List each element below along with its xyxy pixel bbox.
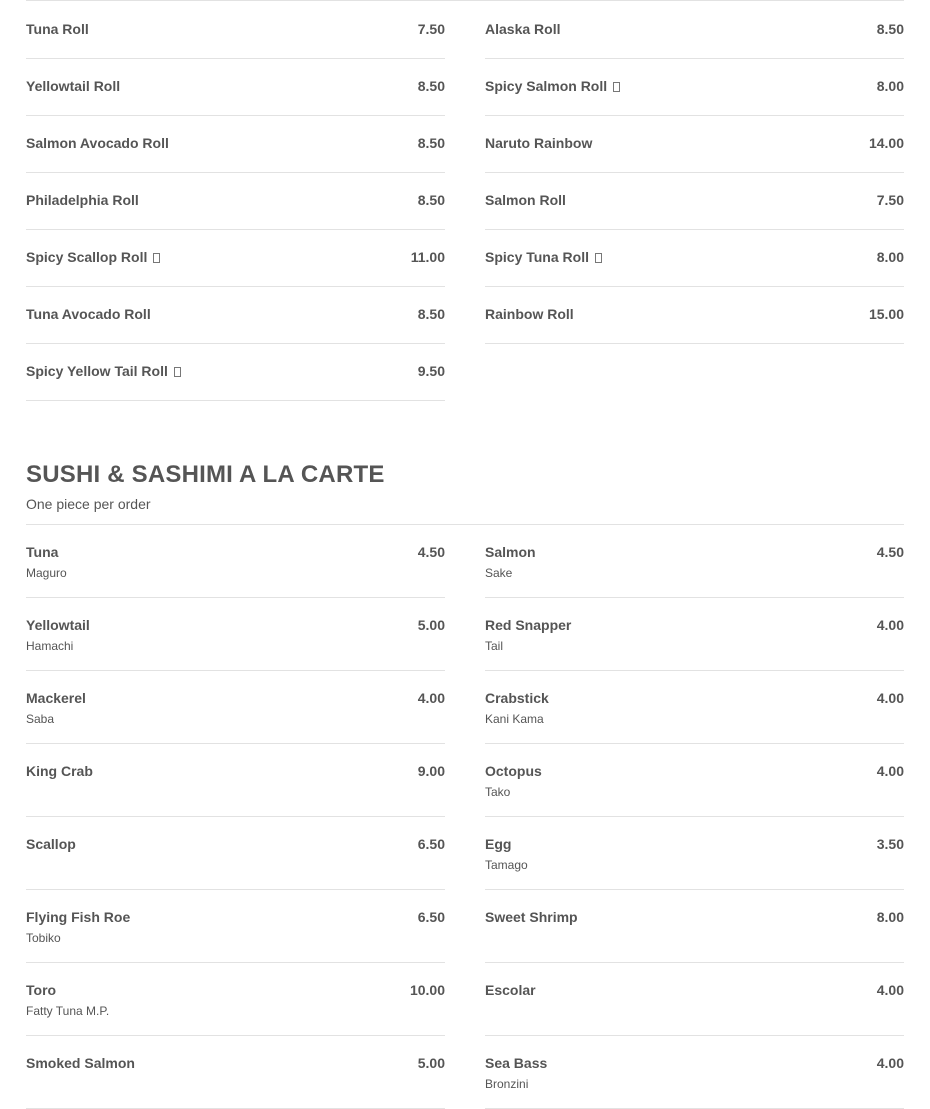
menu-item-name-text: Salmon Roll [485, 192, 566, 208]
menu-item-name-text: Escolar [485, 982, 536, 998]
menu-item [485, 116, 904, 173]
menu-item-name-text: Octopus [485, 763, 542, 779]
menu-item-name-text: Egg [485, 836, 512, 852]
menu-item-price: 4.00 [417, 690, 445, 706]
menu-item-name-text: King Crab [26, 763, 93, 779]
menu-item-japanese-name: Maguro [26, 566, 67, 580]
spicy-icon [174, 367, 181, 377]
menu-item-name-text: Salmon [485, 544, 536, 560]
menu-item-name [26, 836, 76, 852]
rolls-menu [26, 2, 904, 401]
menu-item-name-text: Yellowtail Roll [26, 78, 121, 94]
menu-item-japanese-name: Kani Kama [485, 712, 544, 726]
menu-item [485, 963, 904, 1036]
menu-item [485, 671, 904, 744]
menu-item-name-text: Alaska Roll [485, 21, 561, 37]
menu-item-name [26, 982, 56, 998]
menu-item-name-text: Tuna Avocado Roll [26, 306, 151, 322]
menu-item-japanese-name: Bronzini [485, 1077, 529, 1091]
menu-item-japanese-name: Tamago [485, 858, 528, 872]
menu-item-name [485, 249, 602, 265]
menu-item-name [26, 192, 139, 208]
menu-item-price: 7.50 [417, 21, 445, 37]
menu-item [485, 890, 904, 963]
spicy-icon [613, 82, 620, 92]
menu-item-japanese-name: Tako [485, 785, 511, 799]
menu-item [485, 2, 904, 59]
menu-item-name [26, 363, 181, 379]
menu-item [26, 59, 445, 116]
spicy-icon [153, 253, 160, 263]
menu-item-price: 5.00 [417, 1055, 445, 1071]
menu-item-price: 10.00 [409, 982, 445, 998]
menu-item-name [485, 78, 620, 94]
top-divider [26, 0, 904, 1]
menu-item [485, 287, 904, 344]
section-subtitle: One piece per order [26, 496, 151, 512]
menu-item-name-text: Scallop [26, 836, 76, 852]
menu-item-name-text: Rainbow Roll [485, 306, 574, 322]
menu-item [485, 744, 904, 817]
menu-item-price: 4.00 [876, 1055, 904, 1071]
menu-item [26, 1036, 445, 1109]
menu-item-name-text: Spicy Scallop Roll [26, 249, 148, 265]
menu-item [26, 173, 445, 230]
menu-item [485, 1036, 904, 1109]
menu-item [26, 598, 445, 671]
menu-item-name [485, 21, 560, 37]
menu-item-name-text: Mackerel [26, 690, 86, 706]
menu-item-name [485, 982, 536, 998]
menu-item-price: 8.00 [876, 249, 904, 265]
menu-item-name [485, 763, 542, 779]
menu-item-name [26, 690, 86, 706]
menu-item-name [485, 617, 571, 633]
menu-item-name-text: Crabstick [485, 690, 549, 706]
menu-item-name [26, 909, 130, 925]
menu-item [26, 525, 445, 598]
spicy-icon [595, 253, 602, 263]
menu-item-name-text: Sweet Shrimp [485, 909, 578, 925]
menu-item-price: 8.00 [876, 909, 904, 925]
menu-item-name [26, 306, 151, 322]
menu-item [26, 287, 445, 344]
menu-item-japanese-name: Sake [485, 566, 513, 580]
menu-item-price: 9.50 [417, 363, 445, 379]
menu-item-price: 4.00 [876, 690, 904, 706]
menu-item [26, 344, 445, 401]
menu-item [26, 2, 445, 59]
menu-item-price: 8.50 [417, 78, 445, 94]
menu-item [485, 173, 904, 230]
menu-item-name-text: Naruto Rainbow [485, 135, 593, 151]
rolls-right-column [485, 2, 904, 401]
menu-item-name-text: Yellowtail [26, 617, 90, 633]
menu-item-price: 14.00 [868, 135, 904, 151]
menu-item-japanese-name: Fatty Tuna M.P. [26, 1004, 110, 1018]
menu-item-name [485, 690, 549, 706]
menu-item-price: 8.50 [417, 135, 445, 151]
menu-item-name-text: Tuna Roll [26, 21, 89, 37]
menu-item-name-text: Toro [26, 982, 57, 998]
menu-item-price: 4.00 [876, 763, 904, 779]
menu-item-price: 3.50 [876, 836, 904, 852]
menu-item-name [26, 763, 93, 779]
menu-item-name-text: Tuna [26, 544, 59, 560]
menu-item [26, 116, 445, 173]
sushi-menu [26, 525, 904, 1109]
menu-item [485, 817, 904, 890]
menu-item-name [485, 135, 592, 151]
menu-item-name [485, 544, 536, 560]
menu-item-name [485, 192, 566, 208]
menu-item-price: 6.50 [417, 909, 445, 925]
menu-item-name-text: Spicy Yellow Tail Roll [26, 363, 168, 379]
menu-item [26, 744, 445, 817]
menu-item [26, 890, 445, 963]
menu-item-name-text: Spicy Tuna Roll [485, 249, 589, 265]
menu-item-name [485, 909, 578, 925]
sushi-left-column [26, 525, 445, 1109]
menu-item-name [485, 836, 511, 852]
menu-item-name-text: Philadelphia Roll [26, 192, 139, 208]
menu-item-price: 8.50 [417, 306, 445, 322]
menu-item-price: 8.50 [417, 192, 445, 208]
menu-item [26, 230, 445, 287]
menu-item-name-text: Salmon Avocado Roll [26, 135, 169, 151]
section-title: SUSHI & SASHIMI A LA CARTE [26, 461, 385, 488]
menu-item-name [26, 249, 160, 265]
menu-item-name-text: Flying Fish Roe [26, 909, 131, 925]
menu-item-name [26, 78, 120, 94]
menu-item-price: 11.00 [410, 249, 445, 265]
menu-item [26, 963, 445, 1036]
menu-item-price: 4.00 [876, 617, 904, 633]
menu-item-price: 9.00 [417, 763, 445, 779]
menu-item-name [26, 21, 89, 37]
menu-item-japanese-name: Tail [485, 639, 504, 653]
menu-item [485, 598, 904, 671]
menu-item-name [26, 544, 58, 560]
menu-item-price: 6.50 [417, 836, 445, 852]
menu-item-name [26, 135, 169, 151]
menu-item-price: 15.00 [868, 306, 904, 322]
menu-item [26, 671, 445, 744]
menu-item-japanese-name: Tobiko [26, 931, 61, 945]
menu-item [485, 230, 904, 287]
rolls-left-column [26, 2, 445, 401]
menu-item-japanese-name: Saba [26, 712, 55, 726]
menu-item-price: 8.50 [876, 21, 904, 37]
menu-item-name [485, 306, 574, 322]
menu-item-name-text: Smoked Salmon [26, 1055, 135, 1071]
sushi-right-column [485, 525, 904, 1109]
menu-item-name [26, 617, 90, 633]
menu-item-name [485, 1055, 547, 1071]
menu-item-price: 8.00 [876, 78, 904, 94]
menu-item-japanese-name: Hamachi [26, 639, 74, 653]
menu-item-price: 5.00 [417, 617, 445, 633]
menu-item [485, 525, 904, 598]
menu-item-price: 4.50 [876, 544, 904, 560]
menu-item-name-text: Red Snapper [485, 617, 572, 633]
menu-item [26, 817, 445, 890]
menu-item-price: 4.00 [876, 982, 904, 998]
menu-item-name-text: Sea Bass [485, 1055, 548, 1071]
menu-item-name-text: Spicy Salmon Roll [485, 78, 608, 94]
menu-item-name [26, 1055, 135, 1071]
menu-item-price: 4.50 [417, 544, 445, 560]
menu-item-price: 7.50 [876, 192, 904, 208]
menu-item [485, 59, 904, 116]
